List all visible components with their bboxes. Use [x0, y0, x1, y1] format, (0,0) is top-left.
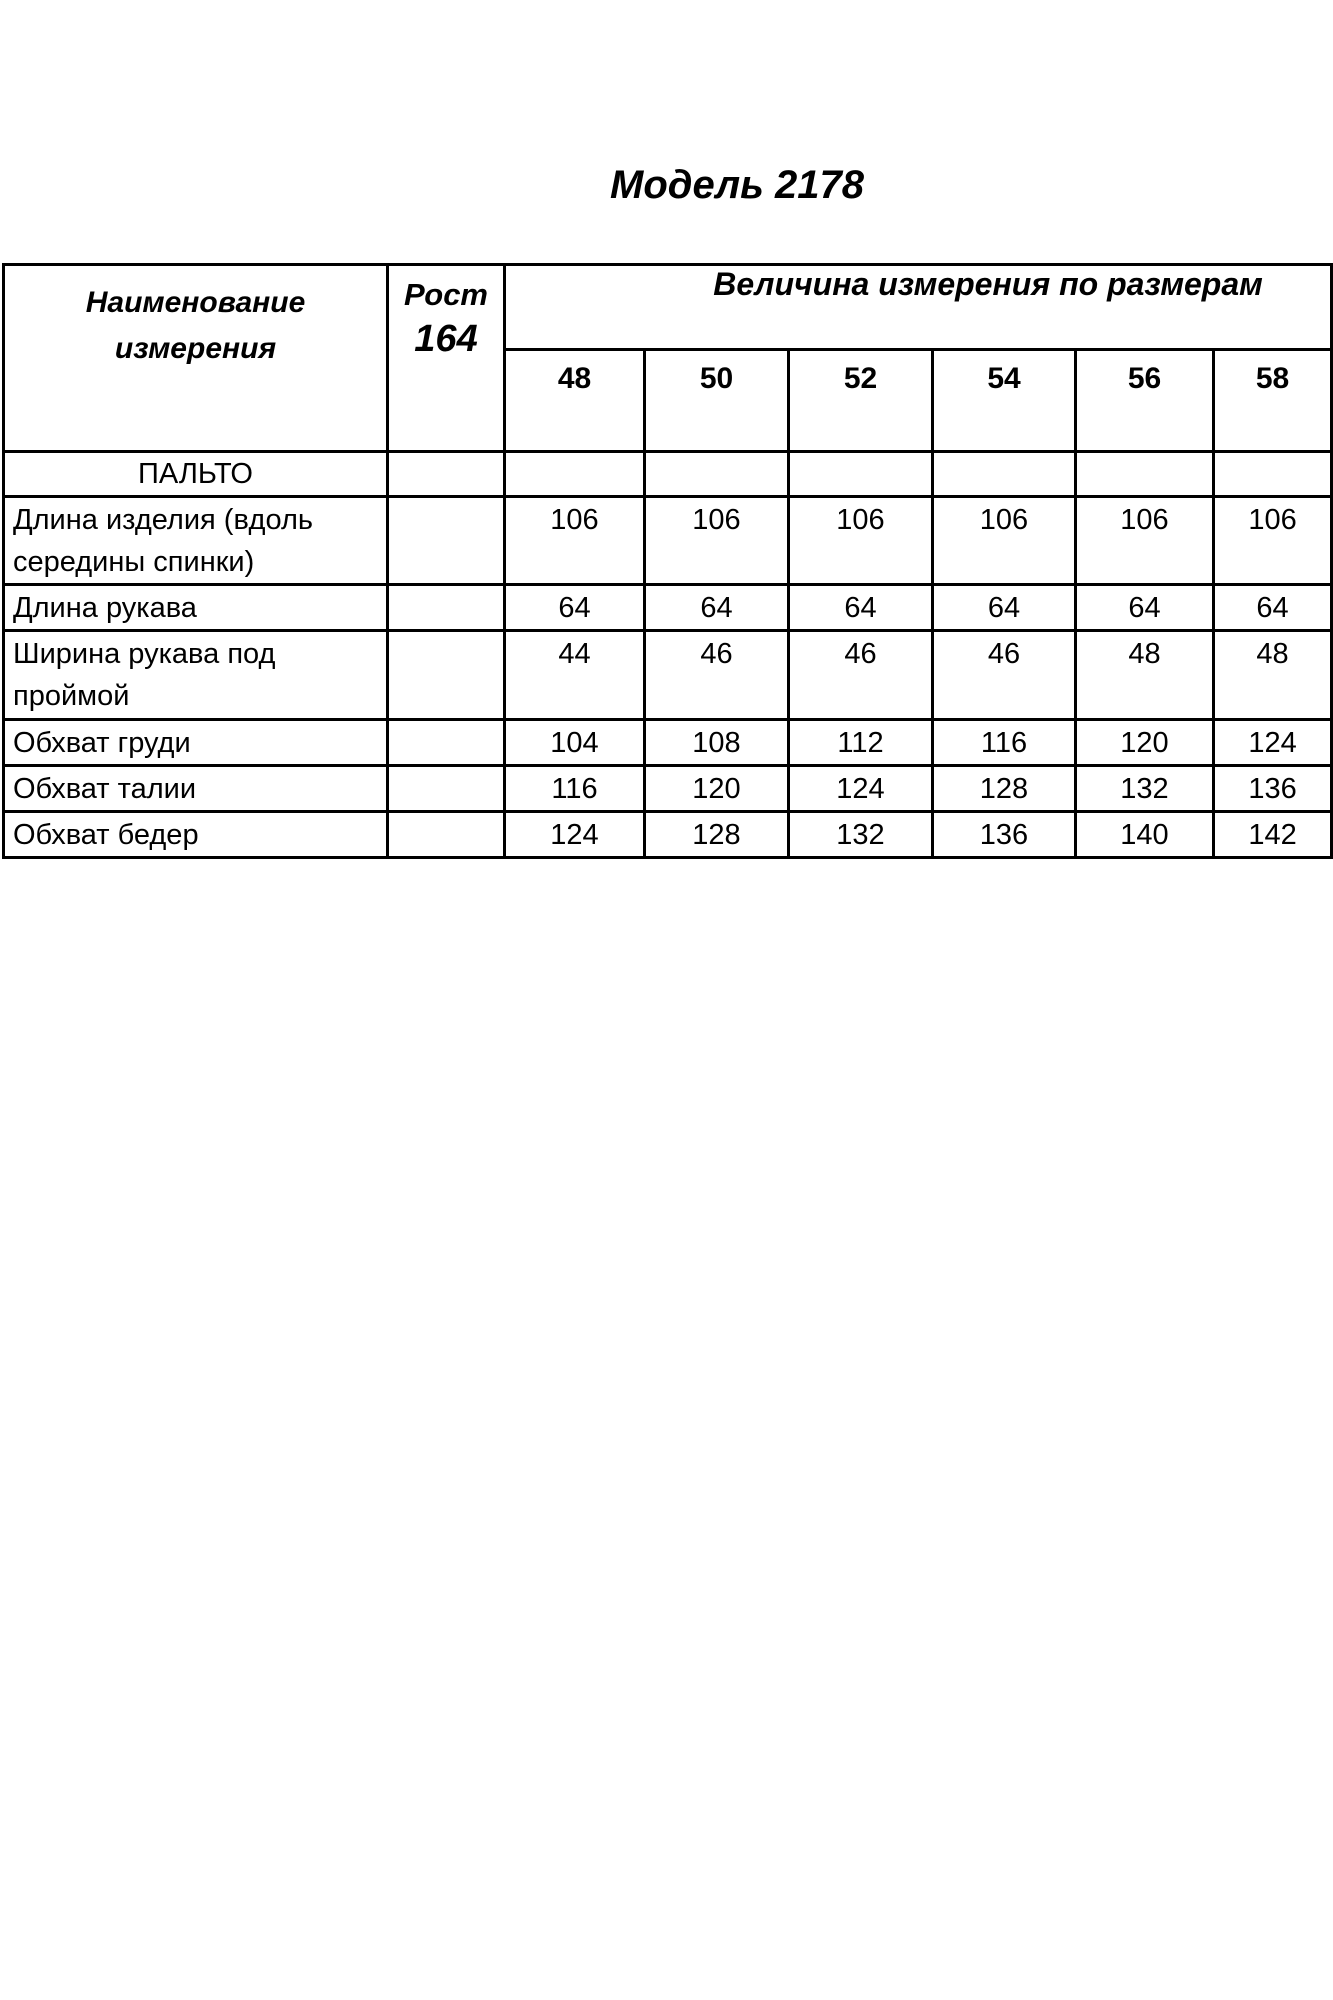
table-row — [4, 812, 1332, 858]
empty-cell — [933, 452, 1076, 497]
header-size-48: 48 — [505, 350, 645, 452]
cell-value: 132 — [789, 812, 933, 858]
height-label: Рост — [403, 277, 488, 312]
cell-value: 64 — [1076, 585, 1214, 631]
table-row — [4, 497, 1332, 585]
cell-value: 128 — [645, 812, 789, 858]
empty-cell — [388, 766, 505, 812]
row-label: Длина изделия (вдоль середины спинки) — [4, 497, 388, 585]
empty-cell — [388, 452, 505, 497]
cell-value: 142 — [1214, 812, 1332, 858]
cell-value: 128 — [933, 766, 1076, 812]
cell-value: 64 — [933, 585, 1076, 631]
cell-value: 104 — [505, 720, 645, 766]
header-size-50: 50 — [645, 350, 789, 452]
cell-value: 120 — [645, 766, 789, 812]
row-label: Ширина рукава под проймой — [4, 631, 388, 720]
table-row — [4, 720, 1332, 766]
empty-cell — [645, 452, 789, 497]
row-label: Длина рукава — [4, 585, 388, 631]
empty-cell — [388, 631, 505, 720]
cell-value: 120 — [1076, 720, 1214, 766]
empty-cell — [388, 812, 505, 858]
row-label: Обхват бедер — [4, 812, 388, 858]
table-row — [4, 766, 1332, 812]
cell-value: 106 — [789, 497, 933, 585]
table-row — [4, 631, 1332, 720]
cell-value: 124 — [1214, 720, 1332, 766]
cell-value: 46 — [645, 631, 789, 720]
cell-value: 116 — [505, 766, 645, 812]
cell-value: 140 — [1076, 812, 1214, 858]
table-row — [4, 585, 1332, 631]
cell-value: 48 — [1214, 631, 1332, 720]
header-sizes-group-label: Величина измерения по размерам — [505, 265, 1332, 350]
empty-cell — [1076, 452, 1214, 497]
row-label: Обхват талии — [4, 766, 388, 812]
cell-value: 46 — [933, 631, 1076, 720]
cell-value: 106 — [1214, 497, 1332, 585]
size-measurements-table — [2, 263, 1333, 859]
cell-value: 112 — [789, 720, 933, 766]
section-row — [4, 452, 1332, 497]
cell-value: 106 — [1076, 497, 1214, 585]
cell-value: 44 — [505, 631, 645, 720]
cell-value: 106 — [933, 497, 1076, 585]
height-value: 164 — [414, 318, 478, 360]
cell-value: 124 — [505, 812, 645, 858]
document-title: Модель 2178 — [610, 163, 864, 207]
empty-cell — [388, 585, 505, 631]
cell-value: 108 — [645, 720, 789, 766]
empty-cell — [388, 720, 505, 766]
cell-value: 136 — [1214, 766, 1332, 812]
header-size-58: 58 — [1214, 350, 1332, 452]
empty-cell — [1214, 452, 1332, 497]
cell-value: 64 — [789, 585, 933, 631]
cell-value: 48 — [1076, 631, 1214, 720]
header-row-group — [4, 265, 1332, 350]
empty-cell — [789, 452, 933, 497]
cell-value: 64 — [505, 585, 645, 631]
empty-cell — [505, 452, 645, 497]
cell-value: 64 — [645, 585, 789, 631]
header-height-cell — [388, 265, 505, 452]
section-label: ПАЛЬТО — [4, 452, 388, 497]
header-size-56: 56 — [1076, 350, 1214, 452]
header-size-54: 54 — [933, 350, 1076, 452]
cell-value: 124 — [789, 766, 933, 812]
cell-value: 106 — [645, 497, 789, 585]
cell-value: 106 — [505, 497, 645, 585]
empty-cell — [388, 497, 505, 585]
row-label: Обхват груди — [4, 720, 388, 766]
header-size-52: 52 — [789, 350, 933, 452]
cell-value: 64 — [1214, 585, 1332, 631]
cell-value: 46 — [789, 631, 933, 720]
header-measurement-name: Наименование измерения — [4, 265, 388, 452]
cell-value: 136 — [933, 812, 1076, 858]
cell-value: 116 — [933, 720, 1076, 766]
cell-value: 132 — [1076, 766, 1214, 812]
